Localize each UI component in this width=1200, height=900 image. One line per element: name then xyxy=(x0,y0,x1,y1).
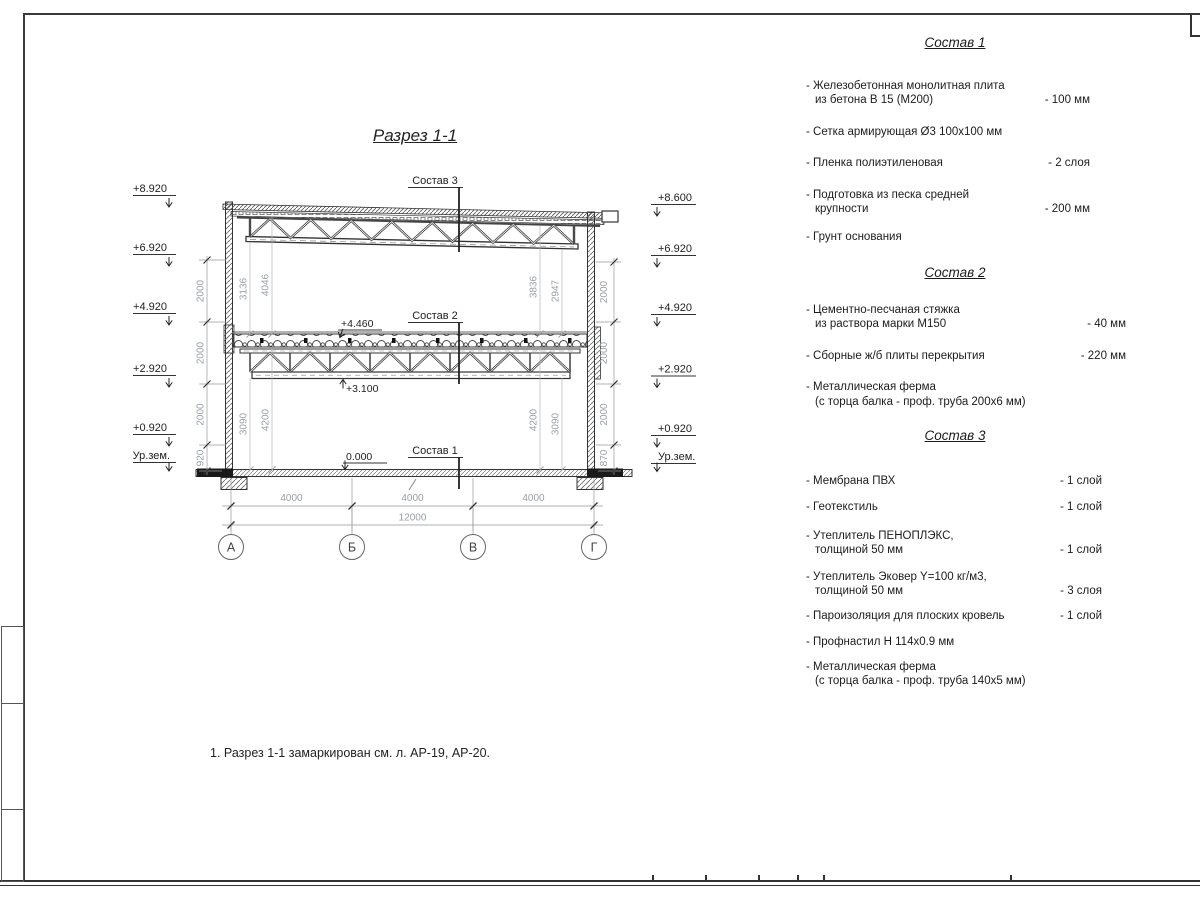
legend-item xyxy=(806,156,1128,171)
legend-item-text: - Пароизоляция для плоских кровель xyxy=(806,609,1005,622)
legend-item-value: - 3 слоя xyxy=(1060,585,1102,597)
svg-text:+4.460: +4.460 xyxy=(341,318,374,330)
legend-item-text: - Металлическая ферма xyxy=(806,660,936,673)
svg-text:12000: 12000 xyxy=(398,512,427,524)
callout-sostav-1 xyxy=(408,445,463,489)
svg-text:Ур.зем.: Ур.зем. xyxy=(658,451,696,463)
legend-item-text: - Утеплитель ПЕНОПЛЭКС, xyxy=(806,529,954,542)
svg-text:920: 920 xyxy=(195,449,207,467)
legend-item xyxy=(806,230,1128,245)
svg-text:3136: 3136 xyxy=(238,277,250,301)
legend-item xyxy=(806,303,1128,332)
legend-item-text: - Профнастил Н 114х0.9 мм xyxy=(806,636,955,648)
svg-text:4046: 4046 xyxy=(260,273,272,297)
svg-text:4000: 4000 xyxy=(280,493,303,504)
svg-text:А: А xyxy=(226,540,236,555)
svg-text:3090: 3090 xyxy=(238,412,250,436)
legend-item-text2: из раствора марки М150 xyxy=(815,318,947,330)
dims-bottom xyxy=(222,478,603,535)
svg-text:870: 870 xyxy=(599,449,610,467)
legend-item xyxy=(806,570,1128,599)
legend-item-text: - Геотекстиль xyxy=(806,501,878,513)
svg-text:Г: Г xyxy=(590,540,598,555)
legend-item xyxy=(806,474,1128,489)
foundation-pad-right xyxy=(577,478,603,490)
legend-item xyxy=(806,660,1128,689)
legend-item xyxy=(806,380,1128,409)
legend-item-text: - Металлическая ферма xyxy=(806,381,936,393)
svg-text:В: В xyxy=(468,540,478,555)
legend-item-value: - 2 слоя xyxy=(1048,157,1090,169)
svg-text:+0.920: +0.920 xyxy=(133,422,167,434)
break-mark xyxy=(409,479,416,490)
ground-slab xyxy=(196,469,632,491)
legend-item-text2: крупности xyxy=(815,203,869,215)
legend-item xyxy=(806,635,1128,650)
legend-item-text: - Сборные ж/б плиты перекрытия xyxy=(806,349,985,362)
svg-text:Состав 2: Состав 2 xyxy=(412,310,458,322)
svg-text:Состав 3: Состав 3 xyxy=(412,175,458,187)
legend-item-text: - Утеплитель Эковер Y=100 кг/м3, xyxy=(806,570,987,583)
middle-floor xyxy=(233,332,587,379)
elevation-marks-right xyxy=(651,192,696,472)
svg-text:4000: 4000 xyxy=(522,493,545,504)
legend-item xyxy=(806,125,1128,140)
foundation-pad-left xyxy=(221,478,247,490)
svg-text:Б: Б xyxy=(347,540,357,555)
legend-item-value: - 100 мм xyxy=(1044,94,1090,106)
floor-truss-verticals xyxy=(250,353,570,372)
svg-text:+6.920: +6.920 xyxy=(133,242,167,254)
svg-text:Ур.зем.: Ур.зем. xyxy=(132,450,170,462)
legend-section-title: Состав 1 xyxy=(924,35,986,50)
svg-text:+6.920: +6.920 xyxy=(658,243,692,255)
dim-chain-left xyxy=(196,256,227,475)
legend-item-text: - Грунт основания xyxy=(806,230,902,243)
legend-item-value: - 1 слой xyxy=(1059,474,1102,487)
svg-text:2947: 2947 xyxy=(550,279,562,303)
legend-item-text: - Железобетонная монолитная плита xyxy=(806,79,1005,92)
axis-bubbles xyxy=(219,535,607,560)
svg-text:4200: 4200 xyxy=(528,408,540,432)
svg-text:2000: 2000 xyxy=(195,341,207,365)
legend-item xyxy=(806,529,1128,558)
level-mark-3100 xyxy=(340,380,379,396)
legend-item-value: - 1 слой xyxy=(1059,544,1102,556)
legend-item-text: - Подготовка из песка средней xyxy=(806,188,970,201)
legend-item xyxy=(806,500,1128,515)
legend-item xyxy=(806,349,1128,364)
drawing-title: Разрез 1-1 xyxy=(372,126,458,145)
svg-text:+0.920: +0.920 xyxy=(658,423,692,435)
svg-text:2000: 2000 xyxy=(195,279,207,303)
svg-text:3090: 3090 xyxy=(550,412,562,436)
svg-text:+8.600: +8.600 xyxy=(658,192,692,204)
svg-text:+8.920: +8.920 xyxy=(133,183,167,195)
legend-item xyxy=(806,79,1128,108)
legend-item-text: - Пленка полиэтиленовая xyxy=(806,157,943,169)
legend-item-text: - Цементно-песчаная стяжка xyxy=(806,303,960,316)
svg-text:2000: 2000 xyxy=(599,403,610,426)
svg-text:3836: 3836 xyxy=(528,275,540,299)
legend-item-text2: из бетона В 15 (М200) xyxy=(815,94,934,106)
legend-item-text2: толщиной 50 мм xyxy=(815,544,904,556)
svg-text:4000: 4000 xyxy=(401,493,424,504)
legend-item xyxy=(806,609,1128,624)
svg-text:0.000: 0.000 xyxy=(346,451,373,463)
svg-text:4200: 4200 xyxy=(260,408,272,432)
legend-panel xyxy=(806,36,1128,689)
svg-text:+4.920: +4.920 xyxy=(133,301,167,313)
legend-section-1 xyxy=(806,36,1128,244)
sheet-note: 1. Разрез 1-1 замаркирован см. л. АР-19, АР-20. xyxy=(210,746,491,760)
legend-item-text2: (с торца балка - проф. труба 200х6 мм) xyxy=(815,395,1026,408)
right-wall xyxy=(588,212,601,470)
legend-section-2 xyxy=(806,266,1128,409)
legend-item-text2: (с торца балка - проф. труба 140х5 мм) xyxy=(815,675,1026,687)
legend-section-title: Состав 3 xyxy=(924,428,986,443)
legend-item-value: - 1 слой xyxy=(1059,609,1102,622)
elevation-marks-left xyxy=(133,183,176,471)
legend-section-title: Состав 2 xyxy=(924,265,986,280)
svg-text:2000: 2000 xyxy=(599,341,610,365)
roof-assembly xyxy=(223,204,618,249)
svg-text:Состав 1: Состав 1 xyxy=(412,445,458,457)
legend-item xyxy=(806,188,1128,217)
svg-text:+4.920: +4.920 xyxy=(658,302,692,314)
legend-item-value: - 1 слой xyxy=(1059,501,1102,513)
legend-item-value: - 40 мм xyxy=(1087,318,1126,330)
svg-text:+3.100: +3.100 xyxy=(346,383,379,395)
svg-text:+2.920: +2.920 xyxy=(133,363,167,375)
legend-item-text: - Мембрана ПВХ xyxy=(806,474,896,487)
svg-text:2000: 2000 xyxy=(195,403,207,426)
legend-item-value: - 220 мм xyxy=(1080,349,1126,362)
level-mark-0000 xyxy=(342,451,387,470)
svg-text:+2.920: +2.920 xyxy=(658,363,692,376)
legend-item-text: - Сетка армирующая Ø3 100х100 мм xyxy=(806,125,1003,138)
legend-item-value: - 200 мм xyxy=(1044,203,1090,215)
legend-item-text2: толщиной 50 мм xyxy=(815,585,904,597)
legend-section-3 xyxy=(806,429,1128,689)
svg-text:2000: 2000 xyxy=(599,280,610,304)
